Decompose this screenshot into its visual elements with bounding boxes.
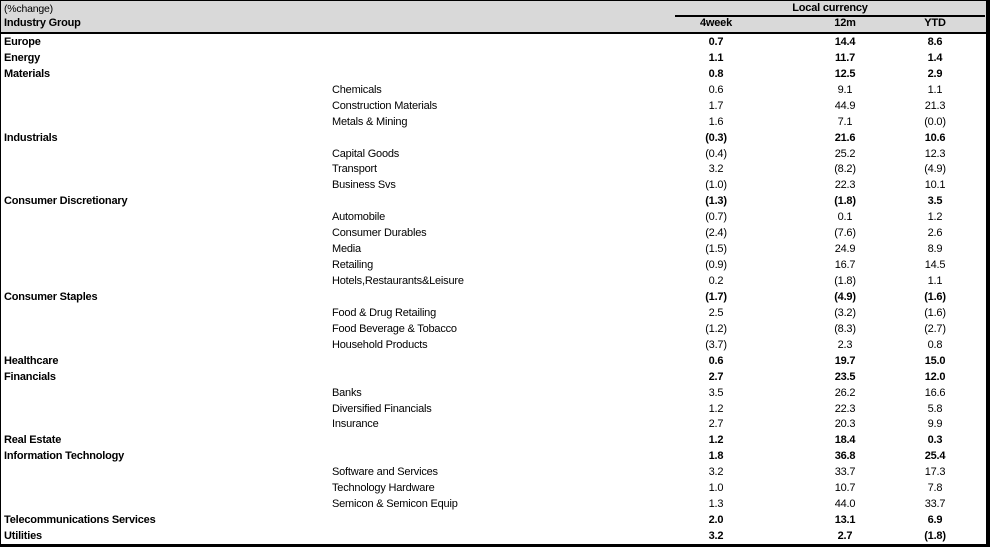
table-row bbox=[1, 34, 986, 50]
value-4week: 1.0 bbox=[708, 482, 724, 495]
value-4week: 3.2 bbox=[708, 163, 724, 176]
value-12m: 16.7 bbox=[834, 259, 856, 272]
value-12m: 0.1 bbox=[837, 211, 853, 224]
value-4week: 1.8 bbox=[708, 450, 724, 463]
value-4week: (0.9) bbox=[705, 259, 727, 272]
table-row bbox=[1, 321, 986, 337]
value-4week: 0.7 bbox=[708, 35, 724, 48]
value-12m: 2.7 bbox=[837, 530, 853, 543]
table-row bbox=[1, 401, 986, 417]
value-12m: 10.7 bbox=[834, 482, 856, 495]
value-ytd: 5.8 bbox=[927, 402, 943, 415]
industry-label: Real Estate bbox=[4, 434, 62, 447]
value-12m: 33.7 bbox=[834, 466, 856, 479]
value-4week: 1.2 bbox=[708, 402, 724, 415]
industry-label: Household Products bbox=[332, 338, 428, 351]
value-4week: 1.1 bbox=[708, 51, 724, 64]
table-row bbox=[1, 369, 986, 385]
industry-label: Utilities bbox=[4, 530, 42, 543]
value-4week: 1.2 bbox=[708, 434, 724, 447]
value-ytd: (2.7) bbox=[924, 322, 946, 335]
value-4week: 2.0 bbox=[708, 514, 724, 527]
value-ytd: 3.5 bbox=[927, 195, 943, 208]
value-12m: (8.3) bbox=[834, 322, 856, 335]
value-ytd: (1.6) bbox=[924, 306, 946, 319]
industry-label: Metals & Mining bbox=[332, 115, 408, 128]
table-row bbox=[1, 146, 986, 162]
value-ytd: 6.9 bbox=[927, 514, 943, 527]
value-4week: 0.6 bbox=[708, 354, 724, 367]
industry-label: Retailing bbox=[332, 259, 374, 272]
value-ytd: 1.2 bbox=[927, 211, 943, 224]
value-12m: 20.3 bbox=[834, 418, 856, 431]
value-ytd: (4.9) bbox=[924, 163, 946, 176]
value-ytd: (0.0) bbox=[924, 115, 946, 128]
header-row-top bbox=[1, 1, 986, 17]
value-4week: (1.3) bbox=[705, 195, 727, 208]
value-ytd: 2.6 bbox=[927, 227, 943, 240]
industry-label: Food & Drug Retailing bbox=[332, 306, 437, 319]
industry-label: Semicon & Semicon Equip bbox=[332, 498, 458, 511]
value-4week: 3.2 bbox=[708, 466, 724, 479]
value-12m: 14.4 bbox=[834, 35, 856, 48]
value-12m: 24.9 bbox=[834, 243, 856, 256]
value-ytd: 2.9 bbox=[927, 67, 943, 80]
industry-label: Transport bbox=[332, 163, 377, 176]
industry-label: Consumer Durables bbox=[332, 227, 427, 240]
column-header-ytd: YTD bbox=[924, 17, 946, 29]
value-12m: 36.8 bbox=[834, 450, 856, 463]
industry-group-header: Industry Group bbox=[4, 17, 81, 29]
value-4week: (0.7) bbox=[705, 211, 727, 224]
table-row bbox=[1, 98, 986, 114]
table-row bbox=[1, 512, 986, 528]
value-4week: (1.2) bbox=[705, 322, 727, 335]
value-ytd: 16.6 bbox=[924, 386, 946, 399]
value-4week: 1.6 bbox=[708, 115, 724, 128]
table-row bbox=[1, 528, 986, 544]
value-4week: 2.7 bbox=[708, 370, 724, 383]
value-12m: 26.2 bbox=[834, 386, 856, 399]
value-4week: 0.2 bbox=[708, 275, 724, 288]
value-ytd: 1.1 bbox=[927, 275, 943, 288]
value-12m: (1.8) bbox=[834, 195, 856, 208]
value-12m: 19.7 bbox=[834, 354, 856, 367]
value-ytd: 7.8 bbox=[927, 482, 943, 495]
value-12m: 2.3 bbox=[837, 338, 853, 351]
value-ytd: 10.1 bbox=[924, 179, 946, 192]
table-row bbox=[1, 130, 986, 146]
table-row bbox=[1, 82, 986, 98]
value-ytd: 0.3 bbox=[927, 434, 943, 447]
value-ytd: 15.0 bbox=[924, 354, 946, 367]
value-ytd: (1.6) bbox=[924, 290, 946, 303]
industry-label: Technology Hardware bbox=[332, 482, 435, 495]
table-row bbox=[1, 162, 986, 178]
value-ytd: 8.9 bbox=[927, 243, 943, 256]
industry-label: Telecommunications Services bbox=[4, 514, 156, 527]
industry-label: Chemicals bbox=[332, 83, 382, 96]
value-4week: 2.7 bbox=[708, 418, 724, 431]
industry-label: Software and Services bbox=[332, 466, 438, 479]
industry-label: Europe bbox=[4, 35, 41, 48]
value-ytd: 12.3 bbox=[924, 147, 946, 160]
value-12m: (4.9) bbox=[834, 290, 856, 303]
industry-label: Construction Materials bbox=[332, 99, 438, 112]
value-ytd: 1.4 bbox=[927, 51, 943, 64]
value-ytd: 12.0 bbox=[924, 370, 946, 383]
table-row bbox=[1, 193, 986, 209]
table-row bbox=[1, 385, 986, 401]
value-12m: (8.2) bbox=[834, 163, 856, 176]
table-header bbox=[1, 1, 986, 34]
table-row bbox=[1, 305, 986, 321]
value-4week: (1.7) bbox=[705, 290, 727, 303]
value-ytd: 0.8 bbox=[927, 338, 943, 351]
value-4week: (2.4) bbox=[705, 227, 727, 240]
value-12m: 21.6 bbox=[834, 131, 856, 144]
value-ytd: 21.3 bbox=[924, 99, 946, 112]
table-row bbox=[1, 480, 986, 496]
value-12m: 22.3 bbox=[834, 402, 856, 415]
value-12m: 12.5 bbox=[834, 67, 856, 80]
value-4week: (0.3) bbox=[705, 131, 727, 144]
value-12m: 7.1 bbox=[837, 115, 853, 128]
table-row bbox=[1, 289, 986, 305]
industry-label: Consumer Staples bbox=[4, 290, 98, 303]
value-4week: 0.6 bbox=[708, 83, 724, 96]
table-row bbox=[1, 209, 986, 225]
value-ytd: 17.3 bbox=[924, 466, 946, 479]
value-ytd: 10.6 bbox=[924, 131, 946, 144]
table-row bbox=[1, 432, 986, 448]
value-4week: (1.0) bbox=[705, 179, 727, 192]
value-12m: 44.0 bbox=[834, 498, 856, 511]
value-12m: 25.2 bbox=[834, 147, 856, 160]
industry-label: Hotels,Restaurants&Leisure bbox=[332, 275, 464, 288]
table-row bbox=[1, 417, 986, 433]
value-4week: (1.5) bbox=[705, 243, 727, 256]
table-row bbox=[1, 257, 986, 273]
header-row-columns bbox=[1, 17, 986, 32]
industry-label: Information Technology bbox=[4, 450, 125, 463]
value-ytd: 14.5 bbox=[924, 259, 946, 272]
value-12m: 44.9 bbox=[834, 99, 856, 112]
value-ytd: 25.4 bbox=[924, 450, 946, 463]
table-row bbox=[1, 225, 986, 241]
value-12m: (1.8) bbox=[834, 275, 856, 288]
industry-label: Financials bbox=[4, 370, 56, 383]
table-row bbox=[1, 337, 986, 353]
industry-label: Automobile bbox=[332, 211, 386, 224]
table-row bbox=[1, 50, 986, 66]
table-row bbox=[1, 496, 986, 512]
value-ytd: 33.7 bbox=[924, 498, 946, 511]
value-ytd: 1.1 bbox=[927, 83, 943, 96]
table-row bbox=[1, 464, 986, 480]
table-body bbox=[1, 34, 986, 544]
industry-label: Diversified Financials bbox=[332, 402, 432, 415]
industry-label: Media bbox=[332, 243, 361, 256]
value-4week: (0.4) bbox=[705, 147, 727, 160]
local-currency-header: Local currency bbox=[675, 1, 985, 17]
table-row bbox=[1, 353, 986, 369]
table-row bbox=[1, 177, 986, 193]
value-12m: 23.5 bbox=[834, 370, 856, 383]
table-row bbox=[1, 114, 986, 130]
table-row bbox=[1, 273, 986, 289]
industry-label: Healthcare bbox=[4, 354, 59, 367]
industry-label: Capital Goods bbox=[332, 147, 400, 160]
value-12m: 11.7 bbox=[834, 51, 855, 64]
industry-label: Energy bbox=[4, 51, 41, 64]
value-4week: 2.5 bbox=[708, 306, 724, 319]
value-ytd: (1.8) bbox=[924, 530, 946, 543]
table-row bbox=[1, 448, 986, 464]
industry-label: Consumer Discretionary bbox=[4, 195, 128, 208]
table-row bbox=[1, 66, 986, 82]
industry-label: Industrials bbox=[4, 131, 58, 144]
value-4week: 3.5 bbox=[708, 386, 724, 399]
value-12m: 18.4 bbox=[834, 434, 856, 447]
industry-label: Food Beverage & Tobacco bbox=[332, 322, 457, 335]
industry-label: Materials bbox=[4, 67, 50, 80]
industry-label: Insurance bbox=[332, 418, 379, 431]
value-ytd: 9.9 bbox=[927, 418, 943, 431]
value-4week: 1.7 bbox=[708, 99, 724, 112]
value-4week: 3.2 bbox=[708, 530, 724, 543]
value-12m: 9.1 bbox=[837, 83, 853, 96]
value-4week: 1.3 bbox=[708, 498, 724, 511]
column-header-4week: 4week bbox=[699, 17, 733, 29]
value-12m: (3.2) bbox=[834, 306, 856, 319]
value-12m: 13.1 bbox=[834, 514, 856, 527]
value-12m: (7.6) bbox=[834, 227, 856, 240]
industry-label: Business Svs bbox=[332, 179, 396, 192]
column-header-12m: 12m bbox=[834, 17, 856, 29]
industry-label: Banks bbox=[332, 386, 362, 399]
percent-change-label: (%change) bbox=[4, 3, 53, 15]
value-12m: 22.3 bbox=[834, 179, 856, 192]
value-4week: 0.8 bbox=[708, 67, 724, 80]
value-4week: (3.7) bbox=[705, 338, 727, 351]
table-row bbox=[1, 241, 986, 257]
value-ytd: 8.6 bbox=[927, 35, 943, 48]
